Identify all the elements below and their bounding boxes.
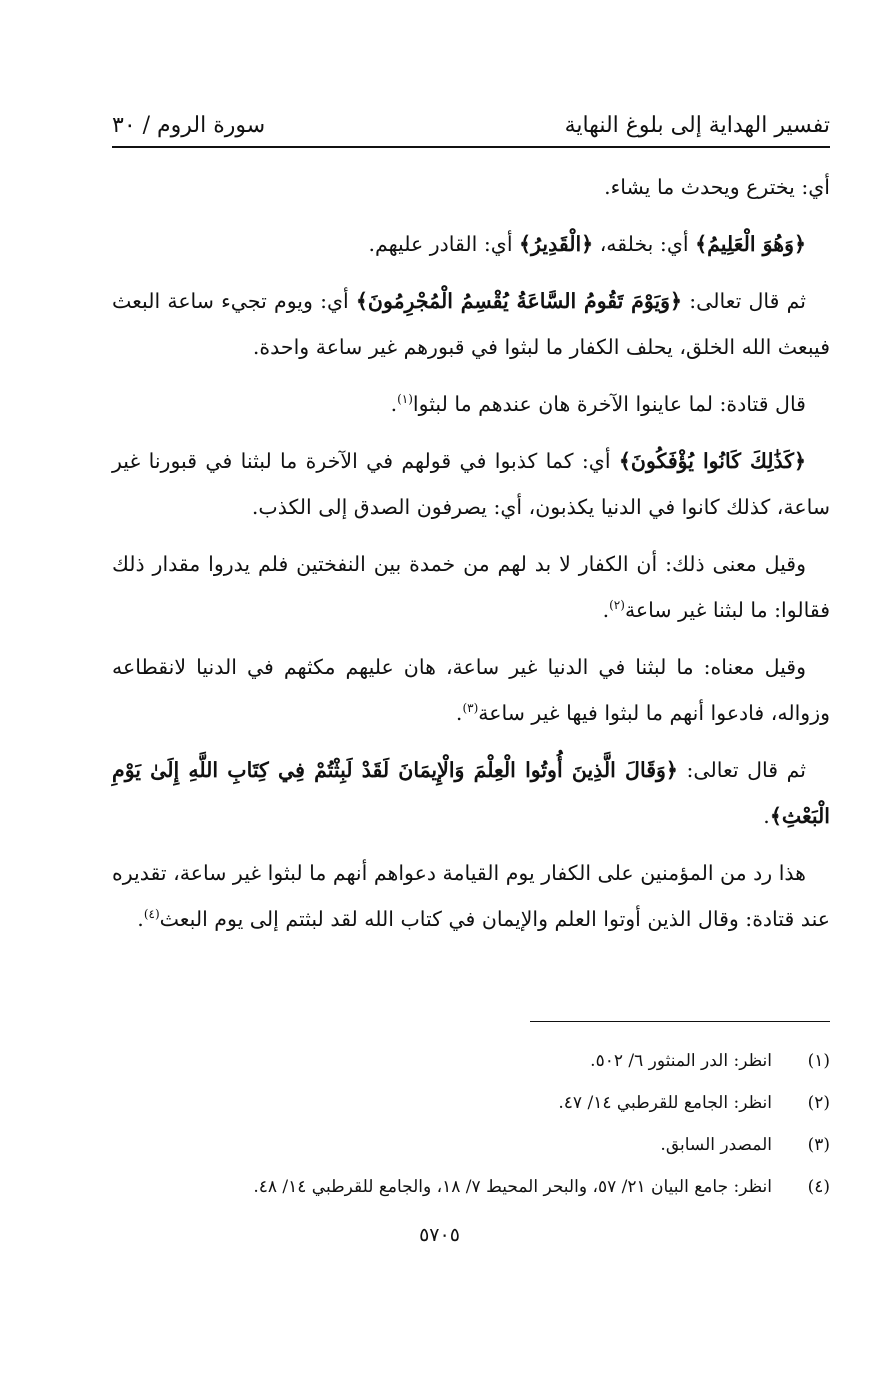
paragraph-text: وقيل معنى ذلك: أن الكفار لا بد لهم من خمدة بين النفختين فلم يدروا مقدار ذلك فقالوا: ما لبثنا غير ساعة [112, 552, 830, 622]
footnote [112, 1082, 830, 1124]
footnote [112, 1166, 830, 1208]
surah-label: سورة الروم / ٣٠ [112, 113, 266, 138]
paragraph-text: . [137, 907, 144, 931]
paragraph [112, 541, 830, 633]
paragraph-text: أي: القادر عليهم. [368, 232, 520, 256]
paragraph [112, 381, 830, 427]
footnote-text: انظر: الدر المنثور ٦/ ٥٠٢. [590, 1051, 772, 1071]
footnote-number: (٤) [807, 1177, 830, 1197]
paragraph [112, 850, 830, 942]
paragraph-text: وقيل معناه: ما لبثنا في الدنيا غير ساعة، هان عليهم مكثهم في الدنيا لانقطاعه وزواله، فادعوا أنهم ما لبثوا فيها غير ساعة [112, 655, 830, 725]
quran-verse: ﴿كَذَٰلِكَ كَانُوا يُؤْفَكُونَ﴾ [618, 449, 806, 473]
footnote-number: (١) [807, 1051, 830, 1071]
paragraph-text: قال قتادة: لما عاينوا الآخرة هان عندهم ما لبثوا [412, 392, 806, 416]
paragraph-text: . [455, 701, 463, 725]
paragraph [112, 164, 830, 210]
paragraph [112, 644, 830, 736]
quran-verse: ﴿الْقَدِيرُ﴾ [519, 232, 594, 256]
footnote-separator [530, 1021, 830, 1022]
footnote-text: انظر: جامع البيان ٢١/ ٥٧، والبحر المحيط ٧/ ١٨، والجامع للقرطبي ١٤/ ٤٨. [253, 1177, 772, 1197]
footnote-text: انظر: الجامع للقرطبي ١٤/ ٤٧. [558, 1093, 772, 1113]
paragraph-text: أي: كما كذبوا في قولهم في الآخرة ما لبثنا في قبورنا غير ساعة، كذلك كانوا في الدنيا يكذبون، أي: يصرفون الصدق إلى الكذب. [112, 449, 830, 519]
footnote [112, 1124, 830, 1166]
paragraph [112, 747, 830, 839]
quran-verse: ﴿وَهُوَ الْعَلِيمُ﴾ [695, 232, 806, 256]
running-header [112, 98, 830, 138]
quran-verse: ﴿وَقَالَ الَّذِينَ أُوتُوا الْعِلْمَ وَالْإِيمَانَ لَقَدْ لَبِثْتُمْ فِي كِتَابِ اللَّهِ إِلَىٰ يَوْمِ الْبَعْثِ﴾ [112, 758, 830, 828]
page-number: ٥٧٠٥ [419, 1224, 460, 1246]
paragraph-text: ثم قال تعالى: [677, 758, 806, 782]
paragraph-text: . [763, 804, 770, 828]
paragraph [112, 221, 830, 267]
paragraph-text: . [602, 598, 610, 622]
quran-verse: ﴿وَيَوْمَ تَقُومُ السَّاعَةُ يُقْسِمُ الْمُجْرِمُونَ﴾ [355, 289, 683, 313]
paragraph-text: . [390, 392, 398, 416]
main-text [112, 164, 830, 953]
footnote-reference: (٣) [462, 701, 479, 716]
book-title: تفسير الهداية إلى بلوغ النهاية [564, 113, 830, 138]
footnotes [112, 1040, 830, 1208]
footnote-reference: (٤) [143, 907, 160, 922]
paragraph [112, 438, 830, 530]
footnote-reference: (١) [397, 392, 413, 407]
footnote [112, 1040, 830, 1082]
paragraph-text: أي: بخلقه، [593, 232, 696, 256]
footnote-number: (٣) [807, 1135, 830, 1155]
footnote-text: المصدر السابق. [660, 1135, 772, 1155]
footnote-number: (٢) [807, 1093, 830, 1113]
paragraph-text: هذا رد من المؤمنين على الكفار يوم القيامة دعواهم أنهم ما لبثوا غير ساعة، تقديره عند قتادة: وقال الذين أوتوا العلم والإيمان في كتاب الله لقد لبثتم إلى يوم البعث [112, 861, 830, 931]
paragraph-text: أي: ويوم تجيء ساعة البعث فيبعث الله الخلق، يحلف الكفار ما لبثوا في قبورهم غير ساعة واحدة. [112, 289, 830, 359]
paragraph [112, 278, 830, 370]
header-rule [112, 146, 830, 148]
paragraph-text: ثم قال تعالى: [682, 289, 806, 313]
paragraph-text: أي: يخترع ويحدث ما يشاء. [604, 175, 830, 199]
footnote-reference: (٢) [609, 598, 625, 613]
